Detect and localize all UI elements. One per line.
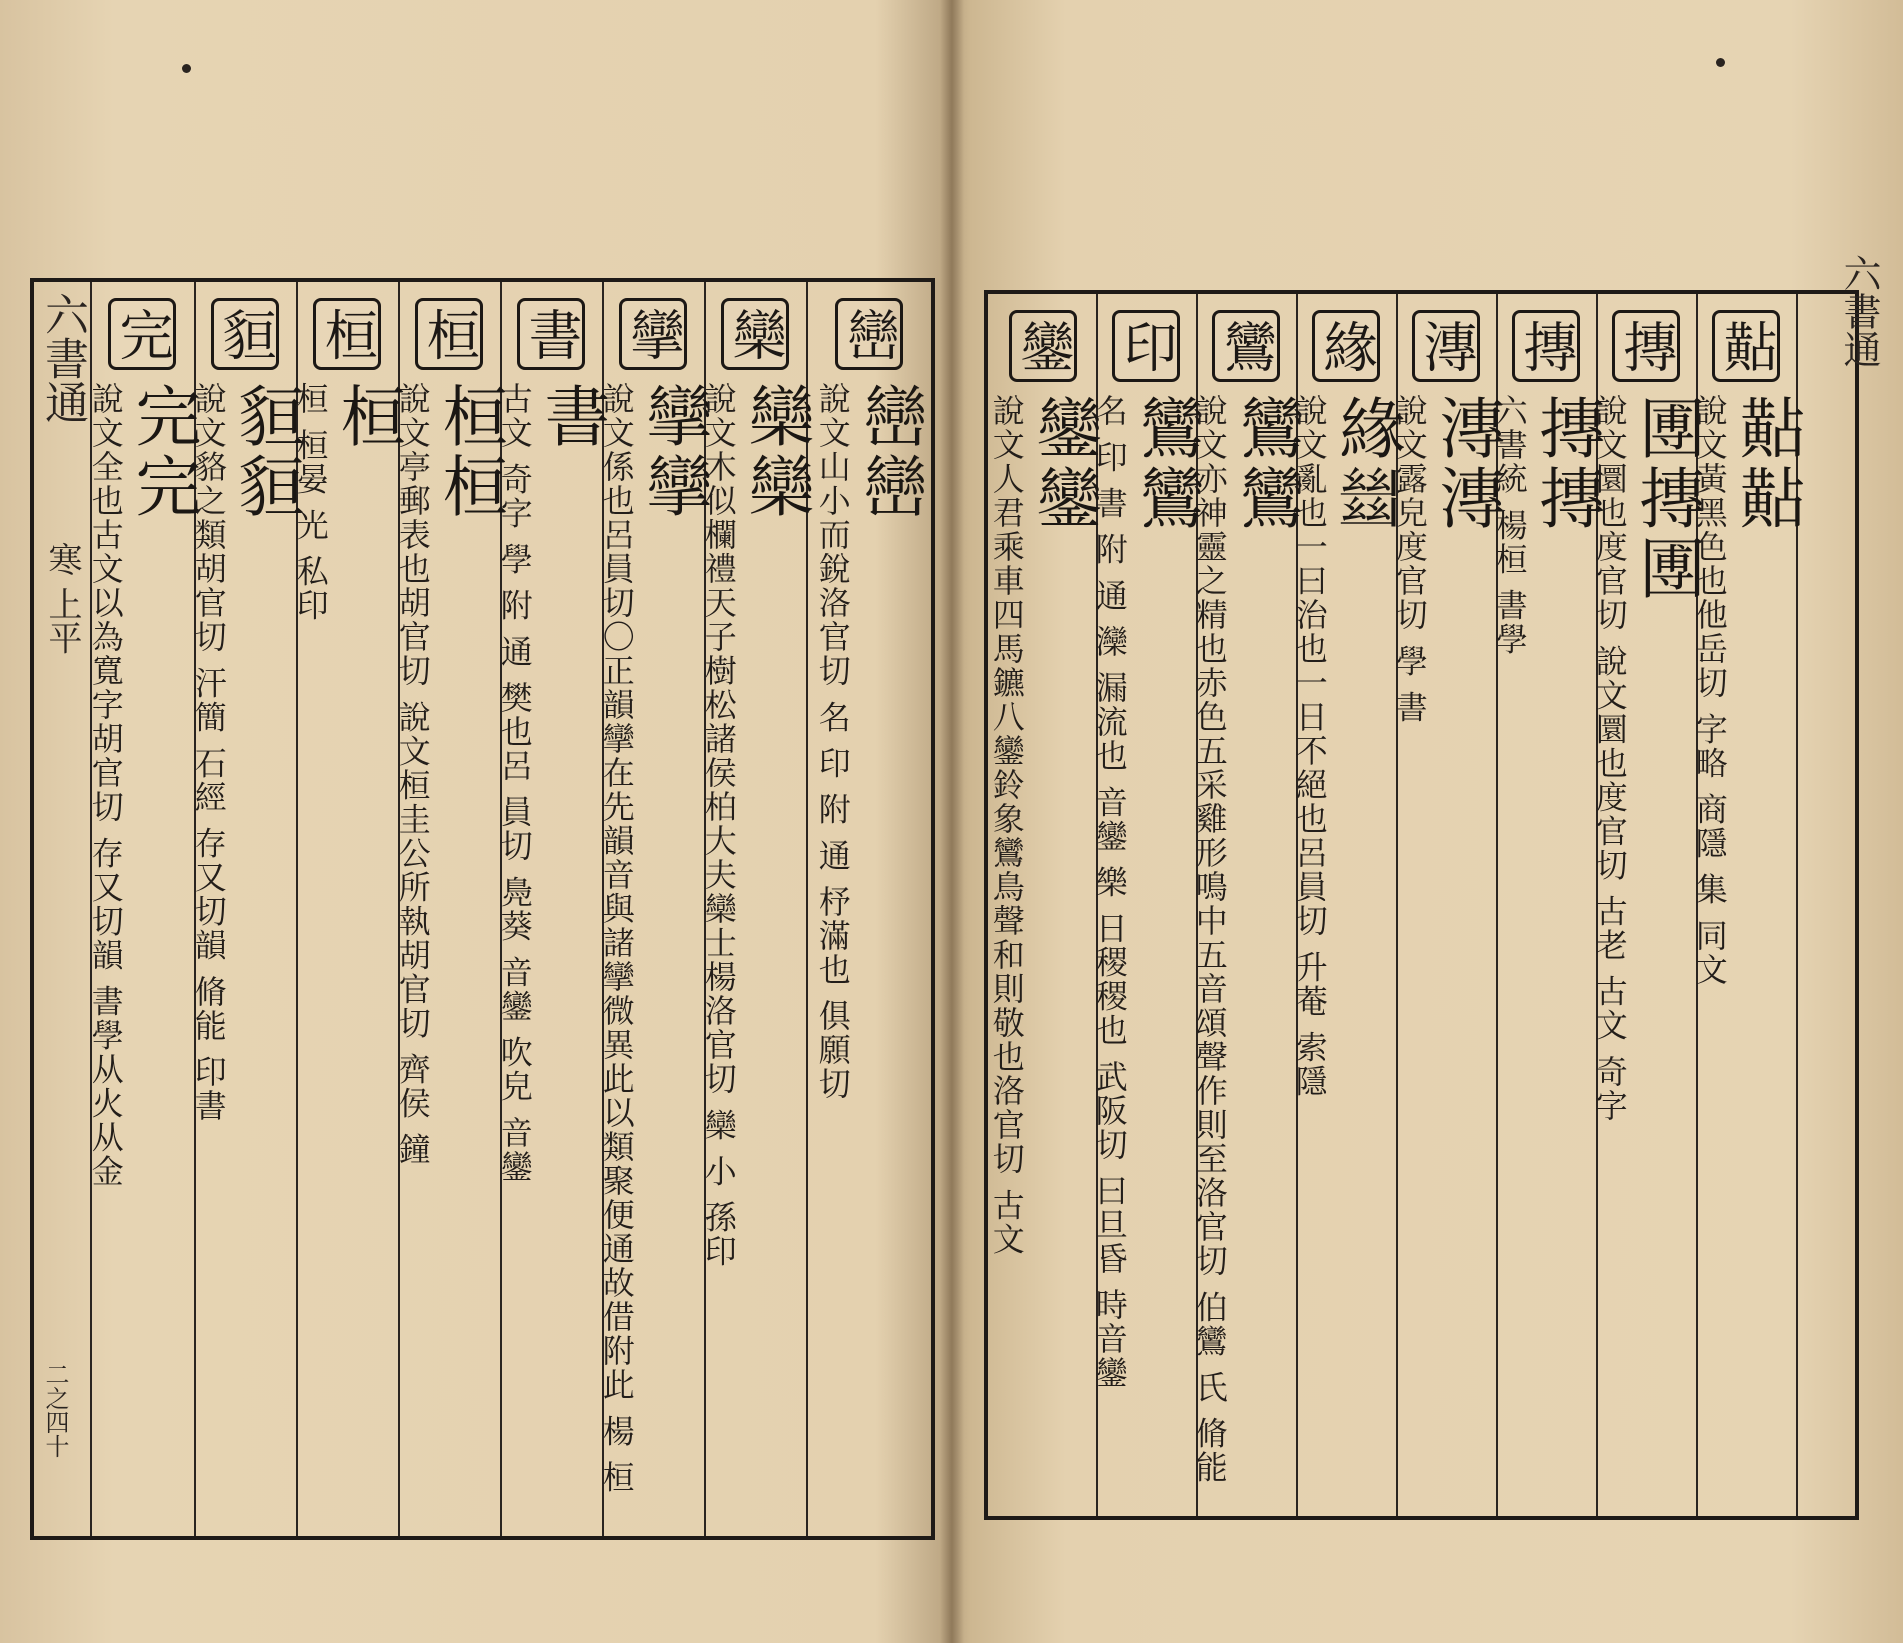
seal-glyphs: 黇黇 [1728,394,1806,534]
entry-head: 黇 [1712,310,1780,382]
seal-glyphs: 完完 [124,382,202,522]
annotation: 說文亦神靈之精也赤色五采雞形鳴中五音頌聲作則至洛官切 伯鸞 氏 脩能 [1190,394,1229,1485]
seal-glyphs: 緣𢇍 [1328,394,1406,534]
page-dot [1716,58,1725,67]
entry-head: 鑾 [1009,310,1077,382]
annotation: 說文木似欄禮天子樹松諸侯柏大夫欒士楊洛官切 欒 小 孫印 [699,382,738,1269]
entry-column [393,282,509,1536]
entry-column [1390,294,1506,1516]
entry-column [987,294,1103,1516]
seal-glyphs: 鑾鑾 [1025,394,1103,534]
left-page-number: 二之四十 [41,1362,69,1458]
annotation: 桓 桓晏 光 私印 [291,382,330,623]
entry-column [808,282,930,1536]
entry-column [1190,294,1306,1516]
page-dot [182,64,191,73]
seal-glyphs: 鸞鸞 [1128,394,1206,534]
entry-column [1290,294,1406,1516]
entry-head: 緣 [1312,310,1380,382]
right-page-frame [984,254,1881,1520]
entry-head: 摶 [1512,310,1580,382]
entry-head: 鸞 [1212,310,1280,382]
entry-head: 完 [108,298,176,370]
entry-head: 漙 [1412,310,1480,382]
annotation: 六書統 楊桓 書學 [1490,394,1529,657]
annotation: 說文圜也度官切 說文圜也度官切 古老 古文 奇字 [1590,394,1629,1123]
annotation: 說文山小而銳洛官切 名 印 附 通 杼滿也 俱願切 [813,382,852,1102]
entry-column [291,282,407,1536]
entry-head: 貆 [211,298,279,370]
seal-glyphs: 鸞鸞 [1228,394,1306,534]
left-gutter-title: 六書通 [37,292,88,424]
left-gutter-sub: 寒 上平 [42,542,82,655]
left-page [0,0,940,1643]
entry-column [699,282,815,1536]
right-gutter-title: 六書通 [1837,254,1881,368]
annotation: 說文黃黑色也他岳切 字略 商隱 集 同文 [1690,394,1729,987]
seal-glyphs: 桓 [329,382,407,452]
seal-glyphs: 圑摶圑 [1628,394,1706,604]
entry-column [189,282,305,1536]
left-page-frame [30,278,935,1540]
annotation: 說文露皃度官切 學 書 [1390,394,1429,725]
entry-column [597,282,713,1536]
entry-column [495,282,611,1536]
seal-glyphs: 貆貆 [227,382,305,522]
annotation: 說文係也呂員切〇正韻攣在先韻音與諸攣微異此以類聚便通故借附此 楊 桓 [597,382,636,1495]
seal-glyphs: 桓桓 [431,382,509,522]
seal-glyphs: 欒欒 [737,382,815,522]
entry-column [86,282,202,1536]
annotation: 古文 奇字 學 附 通 樊也呂 員切 鳧葵 音鑾 吹皃 音鑾 [495,382,534,1184]
entry-head: 攣 [619,298,687,370]
seal-glyphs: 攣攣 [635,382,713,522]
annotation: 說文全也古文以為寬字胡官切 存又切韻 書學从火从金 [86,382,125,1189]
entry-head: 桓 [313,298,381,370]
entry-head: 書 [517,298,585,370]
entry-column [1690,294,1806,1516]
annotation: 名 印 書 附 通 灤 漏流也 音鑾 樂 日稷稷也 武阪切 曰旦昏 時音鑾 [1090,394,1129,1391]
seal-glyphs: 書 [533,382,611,452]
annotation: 說文人君乘車四馬鑣八鑾鈴象鸞鳥聲和則敬也洛官切 古文 [987,394,1026,1257]
seal-glyphs: 漙漙 [1428,394,1506,534]
annotation: 說文貉之類胡官切 汗簡 石經 存又切韻 脩能 印書 [189,382,228,1123]
entry-head: 巒 [835,298,903,370]
annotation: 說文亭郵表也胡官切 說文桓圭公所執胡官切 齊侯 鐘 [393,382,432,1167]
book-spine [940,0,964,1643]
right-page [964,0,1903,1643]
entry-head: 摶 [1612,310,1680,382]
seal-glyphs: 巒巒 [851,382,929,522]
annotation: 說文亂也一曰治也一日不絕也呂員切 升菴 索隱 [1290,394,1329,1099]
entry-head: 印 [1112,310,1180,382]
seal-glyphs: 摶摶 [1528,394,1606,534]
entry-head: 桓 [415,298,483,370]
entry-column [1490,294,1606,1516]
entry-column [1590,294,1706,1516]
entry-head: 欒 [721,298,789,370]
entry-column [1090,294,1206,1516]
